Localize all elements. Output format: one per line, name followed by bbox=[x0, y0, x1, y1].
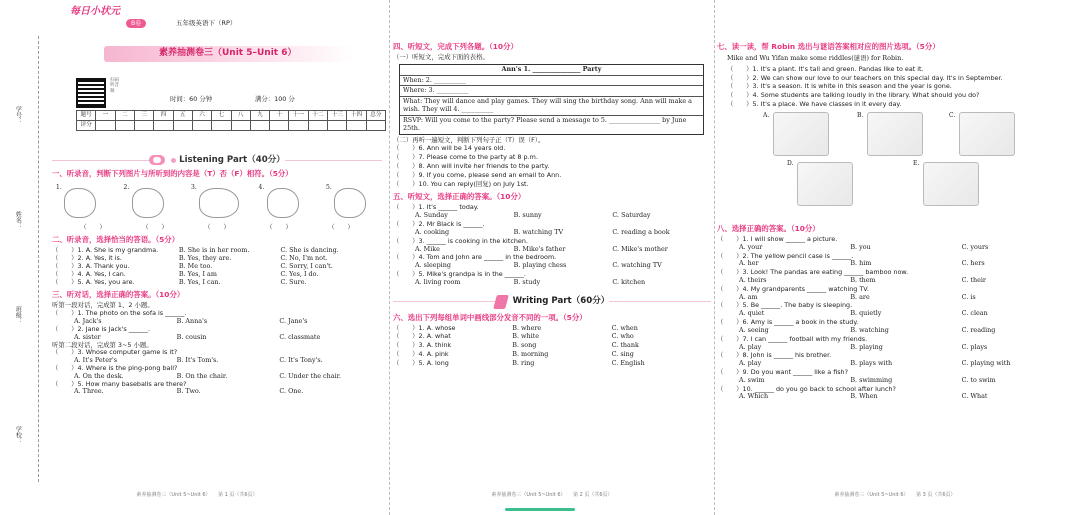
riddle-item[interactable]: （ ）2. We can show our love to our teachers on this special day. It's in September. bbox=[727, 73, 1003, 82]
option-c[interactable]: C. yours bbox=[961, 242, 989, 251]
option-b[interactable]: B. plays with bbox=[850, 359, 893, 368]
option-a[interactable]: （ ）3. A. think bbox=[393, 341, 452, 350]
question-stem[interactable]: （ ）3. A. Thank you. bbox=[52, 261, 130, 270]
option-a[interactable]: A. living room bbox=[415, 277, 461, 286]
page-2 bbox=[393, 6, 711, 502]
riddle-item[interactable]: （ ）3. It's a season. It is white in this season and the year is gone. bbox=[727, 82, 952, 91]
section-4-title: 四、听短文，完成下列各题。（10分） bbox=[393, 42, 518, 51]
option-c[interactable]: C. watching TV bbox=[612, 261, 662, 270]
option-row bbox=[717, 294, 1073, 302]
option-b[interactable]: B. white bbox=[512, 332, 539, 341]
true-false-item[interactable]: （ ）10. You can reply(回复) on July 1st. bbox=[393, 179, 529, 188]
picture-classroom bbox=[773, 112, 829, 156]
option-a[interactable]: A. cooking bbox=[415, 227, 450, 236]
option-c[interactable]: C. It's Tony's. bbox=[279, 356, 323, 365]
option-b[interactable]: B. Two. bbox=[176, 387, 201, 396]
option-c[interactable]: C. plays bbox=[961, 342, 988, 351]
answer-blank[interactable]: （ ） bbox=[204, 222, 230, 231]
option-a[interactable]: A. It's Peter's bbox=[74, 356, 118, 365]
option-a[interactable]: A. your bbox=[739, 242, 763, 251]
question-stem: （ ）6. Amy is ______ a book in the study. bbox=[717, 318, 859, 327]
option-c[interactable]: C. classmate bbox=[279, 332, 321, 341]
pronunciation-row bbox=[393, 333, 711, 341]
question-stem: （ ）2. Mr Black is ______. bbox=[393, 220, 485, 229]
option-row bbox=[393, 279, 711, 287]
pencil-icon bbox=[493, 295, 509, 309]
option-a[interactable]: （ ）2. A. what bbox=[393, 332, 451, 341]
option-b[interactable]: B. playing bbox=[850, 342, 883, 351]
option-c[interactable]: C. their bbox=[961, 276, 986, 284]
score-table-header: 十二 bbox=[308, 111, 327, 121]
score-table-cell[interactable] bbox=[328, 121, 347, 131]
riddle-item[interactable]: （ ）1. It's a plant. It's tall and green. Pandas like to eat it. bbox=[727, 64, 924, 73]
option-a[interactable]: A. play bbox=[739, 342, 762, 351]
option-b[interactable]: B. study bbox=[513, 277, 541, 286]
option-row bbox=[717, 393, 1073, 401]
option-a[interactable]: A. swim bbox=[739, 375, 765, 384]
option-b[interactable]: B. Me too. bbox=[178, 261, 213, 270]
score-table-header: 十 bbox=[270, 111, 289, 121]
riddle-pictures: A. B. C. D. E. bbox=[717, 110, 1073, 220]
score-table-cell[interactable] bbox=[308, 121, 327, 131]
score-table-header: 总分 bbox=[366, 111, 385, 121]
option-a[interactable]: A. On the desk. bbox=[74, 371, 124, 380]
listening-part-heading: Listening Part（40分） bbox=[52, 155, 382, 165]
option-b[interactable]: B. cousin bbox=[176, 332, 207, 341]
option-a[interactable]: A. her bbox=[739, 259, 759, 268]
question-stem: （ ）2. Jane is Jack's ______. bbox=[52, 324, 150, 333]
section-6-title: 六、选出下列每组单词中画线部分发音不同的一项。（5分） bbox=[393, 312, 587, 322]
option-b[interactable]: B. sunny bbox=[513, 211, 542, 220]
option-b[interactable]: B. watching TV bbox=[513, 227, 564, 236]
question-stem: （ ）1. It's ______ today. bbox=[393, 203, 479, 212]
header-chip: B卷 bbox=[126, 19, 146, 28]
exam-title: 素养抽测卷三（Unit 5–Unit 6） bbox=[104, 46, 354, 62]
option-row bbox=[393, 229, 711, 237]
question-stem: （ ）9. Do you want ______ like a fish? bbox=[717, 367, 848, 376]
option-c[interactable]: C. kitchen bbox=[612, 277, 646, 286]
pronunciation-row bbox=[393, 351, 711, 359]
qr-label: 扫码听音频 bbox=[110, 78, 119, 94]
picture-teachers-day bbox=[867, 112, 923, 156]
section-3-title: 三、听对话，选择正确的答案。（10分） bbox=[52, 290, 185, 300]
score-table-header: 十四 bbox=[347, 111, 366, 121]
exam-time: 时间：60 分钟 bbox=[170, 95, 213, 103]
option-b[interactable]: B. On the chair. bbox=[176, 371, 228, 380]
score-table-cell[interactable] bbox=[270, 121, 289, 131]
option-b[interactable]: B. Anna's bbox=[176, 317, 208, 326]
option-b[interactable]: B. you bbox=[850, 242, 871, 251]
option-c[interactable]: C. One. bbox=[279, 387, 304, 396]
answer-blank[interactable]: （ ） bbox=[328, 222, 354, 231]
option-a[interactable]: A. Which bbox=[739, 392, 769, 401]
question-stem[interactable]: （ ）1. A. She is my grandma. bbox=[52, 246, 159, 255]
riddle-item[interactable]: （ ）4. Some students are talking loudly in the library. What should you do? bbox=[727, 91, 980, 100]
question-stem: （ ）3. ______ is cooking in the kitchen. bbox=[393, 236, 528, 245]
option-b[interactable]: B. quietly bbox=[850, 309, 882, 318]
section-7-title: 七、读一读，帮 Robin 选出与谜语答案相对应的图片选项。（5分） bbox=[717, 42, 940, 51]
brand-logo: 每日小状元 bbox=[70, 6, 120, 17]
side-field-school: 学校： bbox=[14, 426, 22, 444]
score-table-cell[interactable] bbox=[96, 121, 115, 131]
option-c[interactable]: C. who bbox=[611, 332, 634, 341]
answer-blank[interactable]: （ ） bbox=[80, 222, 106, 231]
question-stem: （ ）4. Where is the ping-pong ball? bbox=[52, 363, 178, 372]
option-c[interactable]: C. when bbox=[611, 323, 638, 332]
option-row bbox=[717, 327, 1073, 335]
option-a[interactable]: A. seeing bbox=[739, 325, 769, 334]
option-a[interactable]: A. Three. bbox=[74, 387, 104, 396]
true-false-item[interactable]: （ ）6. Ann will be 14 years old. bbox=[393, 144, 506, 153]
footer-page-3: 素养抽测卷三（Unit 5~Unit 6） 第 3 页（共6页） bbox=[834, 491, 956, 498]
option-b[interactable]: B. Yes, I am bbox=[178, 269, 217, 278]
option-c[interactable]: C. Saturday bbox=[612, 211, 651, 220]
question-stem: （ ）5. Mike's grandpa is in the ______. bbox=[393, 269, 526, 278]
qr-code-icon bbox=[76, 78, 106, 108]
score-table-cell[interactable] bbox=[192, 121, 211, 131]
option-a[interactable]: A. play bbox=[739, 359, 762, 368]
option-c[interactable]: C. What bbox=[961, 392, 988, 401]
option-b[interactable]: B. ring bbox=[512, 358, 535, 367]
page-1 bbox=[8, 6, 386, 502]
option-a[interactable]: A. sister bbox=[74, 332, 101, 341]
option-a[interactable]: A. quiet bbox=[739, 309, 765, 318]
section-2-title: 二、听录音，选择恰当的答语。（5分） bbox=[52, 235, 180, 245]
option-a[interactable]: （ ）4. A. pink bbox=[393, 350, 449, 359]
question-stem[interactable]: （ ）2. A. Yes, it is. bbox=[52, 254, 122, 263]
option-b[interactable]: B. are bbox=[850, 292, 870, 301]
option-b[interactable]: B. them bbox=[850, 276, 876, 284]
question-stem: （ ）1. I will show ______ a picture. bbox=[717, 234, 838, 243]
question-stem: （ ）3. Whose computer game is it? bbox=[52, 348, 178, 357]
option-c[interactable]: C. Jane's bbox=[279, 317, 308, 326]
option-row bbox=[393, 212, 711, 220]
score-table-header: 八 bbox=[231, 111, 250, 121]
option-c[interactable]: C. clean bbox=[961, 309, 988, 318]
footer-page-2: 素养抽测卷三（Unit 5~Unit 6） 第 2 页（共6页） bbox=[491, 491, 613, 498]
score-table-cell[interactable] bbox=[134, 121, 153, 131]
option-c[interactable]: C. hers bbox=[961, 259, 985, 268]
score-table-cell[interactable] bbox=[154, 121, 173, 131]
option-a[interactable]: A. Mike bbox=[415, 244, 440, 253]
option-row bbox=[717, 260, 1073, 268]
score-table-header: 七 bbox=[212, 111, 231, 121]
question-stem: （ ）8. John is ______ his brother. bbox=[717, 351, 832, 360]
question-stem[interactable]: （ ）5. A. Yes, you are. bbox=[52, 277, 135, 286]
option-c[interactable]: C. English bbox=[611, 358, 645, 367]
option-c[interactable]: C. Sorry, I can't. bbox=[280, 261, 333, 270]
option-c[interactable]: C. thank bbox=[611, 341, 639, 350]
picture-quiet-sign bbox=[959, 112, 1015, 156]
question-stem: （ ）1. The photo on the sofa is ______. bbox=[52, 309, 187, 318]
section-3-intro-2: 听第二段对话，完成第 3~5 小题。 bbox=[52, 340, 153, 349]
option-c[interactable]: C. is bbox=[961, 292, 976, 301]
score-table-header: 一 bbox=[96, 111, 115, 121]
option-c[interactable]: C. reading bbox=[961, 325, 996, 334]
question-stem: （ ）4. My grandparents ______ watching TV. bbox=[717, 284, 869, 293]
true-false-item[interactable]: （ ）9. If you come, please send an email to Ann. bbox=[393, 170, 562, 179]
question-stem: （ ）10. ______ do you go back to school after lunch? bbox=[717, 384, 896, 393]
party-table: Ann's 1. _______________ Party When: 2. __________ Where: 3. __________ What: They will dance and play games. They will sing the birthday song. Ann will make a wish. They will 4. __________ RSVP: Will you come to the party? Please send a message to 5. ________________ by June 25th. bbox=[399, 64, 704, 135]
question-row bbox=[52, 279, 382, 287]
section-3-intro-1: 听第一段对话，完成第 1、2 小题。 bbox=[52, 301, 154, 310]
option-row bbox=[717, 310, 1073, 318]
option-c[interactable]: C. Under the chair. bbox=[279, 371, 341, 380]
option-b[interactable]: B. It's Tom's. bbox=[176, 356, 219, 365]
option-a[interactable]: A. theirs bbox=[739, 276, 767, 284]
answer-blank[interactable]: （ ） bbox=[142, 222, 168, 231]
side-field-class: 班级： bbox=[14, 306, 22, 324]
section-4-part-1: （一）听短文，完成下面的表格。 bbox=[393, 53, 489, 62]
picture-rabbit: 4. bbox=[259, 184, 303, 220]
question-stem: （ ）7. I can ______ football with my friends. bbox=[717, 334, 868, 343]
question-stem[interactable]: （ ）4. A. Yes, I can. bbox=[52, 269, 126, 278]
page-divider bbox=[714, 0, 715, 515]
page-divider bbox=[389, 0, 390, 515]
score-table-header: 题号 bbox=[77, 111, 96, 121]
option-row bbox=[393, 246, 711, 254]
header-subtitle: 五年级英语下（RP） bbox=[176, 19, 237, 27]
section-7-intro: Mike and Wu Yifan make some riddles(谜语) for Robin. bbox=[727, 54, 904, 63]
option-row bbox=[717, 344, 1073, 352]
option-b[interactable]: B. Mike's father bbox=[513, 244, 566, 253]
side-field-number: 学号： bbox=[14, 106, 22, 124]
score-table-cell[interactable] bbox=[212, 121, 231, 131]
score-table-header: 六 bbox=[192, 111, 211, 121]
section-1-title: 一、听录音，判断下列图片与所听到的内容是（T）否（F）相符。（5分） bbox=[52, 169, 293, 179]
option-b[interactable]: B. She is in her room. bbox=[178, 246, 250, 255]
true-false-item[interactable]: （ ）7. Please come to the party at 8 p.m. bbox=[393, 153, 538, 162]
question-stem: （ ）5. How many baseballs are there? bbox=[52, 379, 187, 388]
option-row bbox=[52, 388, 382, 396]
picture-horse: 3. bbox=[191, 184, 235, 220]
option-c[interactable]: C. Mike's mother bbox=[612, 244, 668, 253]
option-c[interactable]: C. reading a book bbox=[612, 227, 670, 236]
option-b[interactable]: B. watching bbox=[850, 325, 889, 334]
question-stem: （ ）4. Tom and John are ______ in the bedroom. bbox=[393, 253, 557, 262]
picture-tree: 5. bbox=[326, 184, 370, 220]
option-b[interactable]: B. him bbox=[850, 259, 872, 268]
option-a[interactable]: （ ）5. A. long bbox=[393, 358, 449, 367]
pronunciation-row bbox=[393, 360, 711, 368]
option-row bbox=[393, 262, 711, 270]
scroll-indicator[interactable] bbox=[505, 508, 575, 511]
score-table-cell[interactable] bbox=[173, 121, 192, 131]
score-table-header: 三 bbox=[134, 111, 153, 121]
option-a[interactable]: A. Sunday bbox=[415, 211, 448, 220]
option-b[interactable]: B. Yes, they are. bbox=[178, 254, 232, 263]
exam-score: 满分：100 分 bbox=[255, 95, 295, 103]
option-c[interactable]: C. She is dancing. bbox=[280, 246, 339, 255]
option-c[interactable]: C. to swim bbox=[961, 375, 996, 384]
picture-birds: 1. bbox=[56, 184, 100, 220]
side-field-name: 姓名： bbox=[14, 211, 22, 229]
option-row bbox=[717, 244, 1073, 252]
riddle-item[interactable]: （ ）5. It's a place. We have classes in it every day. bbox=[727, 100, 902, 109]
option-row bbox=[717, 360, 1073, 368]
picture-snowman bbox=[923, 162, 979, 206]
option-b[interactable]: B. When bbox=[850, 392, 878, 401]
option-b[interactable]: B. song bbox=[512, 341, 537, 350]
pronunciation-row bbox=[393, 325, 711, 333]
page-3 bbox=[717, 6, 1073, 502]
writing-part-heading: Writing Part（60分） bbox=[393, 295, 711, 309]
score-table-header: 二 bbox=[115, 111, 134, 121]
score-table-header: 十一 bbox=[289, 111, 308, 121]
score-table-cell[interactable] bbox=[289, 121, 308, 131]
score-table-cell[interactable] bbox=[366, 121, 385, 131]
score-table-cell[interactable] bbox=[347, 121, 366, 131]
pronunciation-row bbox=[393, 342, 711, 350]
section-5-title: 五、听短文，选择正确的答案。（10分） bbox=[393, 192, 526, 202]
score-table bbox=[76, 110, 386, 131]
score-table-cell[interactable] bbox=[231, 121, 250, 131]
score-table-header: 五 bbox=[173, 111, 192, 121]
option-c[interactable]: C. playing with bbox=[961, 359, 1011, 368]
question-stem: （ ）3. Look! The pandas are eating ______ bamboo now. bbox=[717, 268, 909, 277]
option-row bbox=[717, 277, 1073, 285]
option-a[interactable]: （ ）1. A. whose bbox=[393, 323, 456, 332]
headphones-icon bbox=[149, 155, 165, 165]
score-table-cell: 评分 bbox=[77, 121, 96, 131]
picture-bamboo bbox=[797, 162, 853, 206]
option-row bbox=[717, 377, 1073, 385]
section-8-title: 八、选择正确的答案。（10分） bbox=[717, 223, 820, 233]
option-a[interactable]: A. Jack's bbox=[74, 317, 102, 326]
option-c[interactable]: C. Sure. bbox=[280, 277, 307, 286]
score-table-header: 九 bbox=[250, 111, 269, 121]
option-c[interactable]: C. Yes, I do. bbox=[280, 269, 319, 278]
option-c[interactable]: C. No, I'm not. bbox=[280, 254, 328, 263]
option-b[interactable]: B. where bbox=[512, 323, 542, 332]
true-false-item[interactable]: （ ）8. Ann will invite her friends to the party. bbox=[393, 161, 550, 170]
score-table-cell[interactable] bbox=[115, 121, 134, 131]
option-b[interactable]: B. playing chess bbox=[513, 261, 567, 270]
option-b[interactable]: B. Yes, I can. bbox=[178, 277, 221, 286]
answer-blank[interactable]: （ ） bbox=[266, 222, 292, 231]
question-stem: （ ）2. The yellow pencil case is ______. bbox=[717, 251, 854, 260]
section-4-part-2: （二）再听一遍短文，判断下列句子正（T）误（F）。 bbox=[393, 135, 545, 144]
footer-page-1: 素养抽测卷三（Unit 5~Unit 6） 第 1 页（共6页） bbox=[136, 491, 258, 498]
option-b[interactable]: B. morning bbox=[512, 350, 549, 359]
score-table-header: 十三 bbox=[328, 111, 347, 121]
option-a[interactable]: A. am bbox=[739, 292, 758, 301]
option-c[interactable]: C. sing bbox=[611, 350, 634, 359]
section-1-pictures bbox=[52, 182, 382, 222]
option-a[interactable]: A. sleeping bbox=[415, 261, 451, 270]
score-table-header: 四 bbox=[154, 111, 173, 121]
option-b[interactable]: B. swimming bbox=[850, 375, 893, 384]
picture-duck-singing: 2. bbox=[124, 184, 168, 220]
score-table-cell[interactable] bbox=[250, 121, 269, 131]
question-stem: （ ）5. Be ______. The baby is sleeping. bbox=[717, 301, 853, 310]
